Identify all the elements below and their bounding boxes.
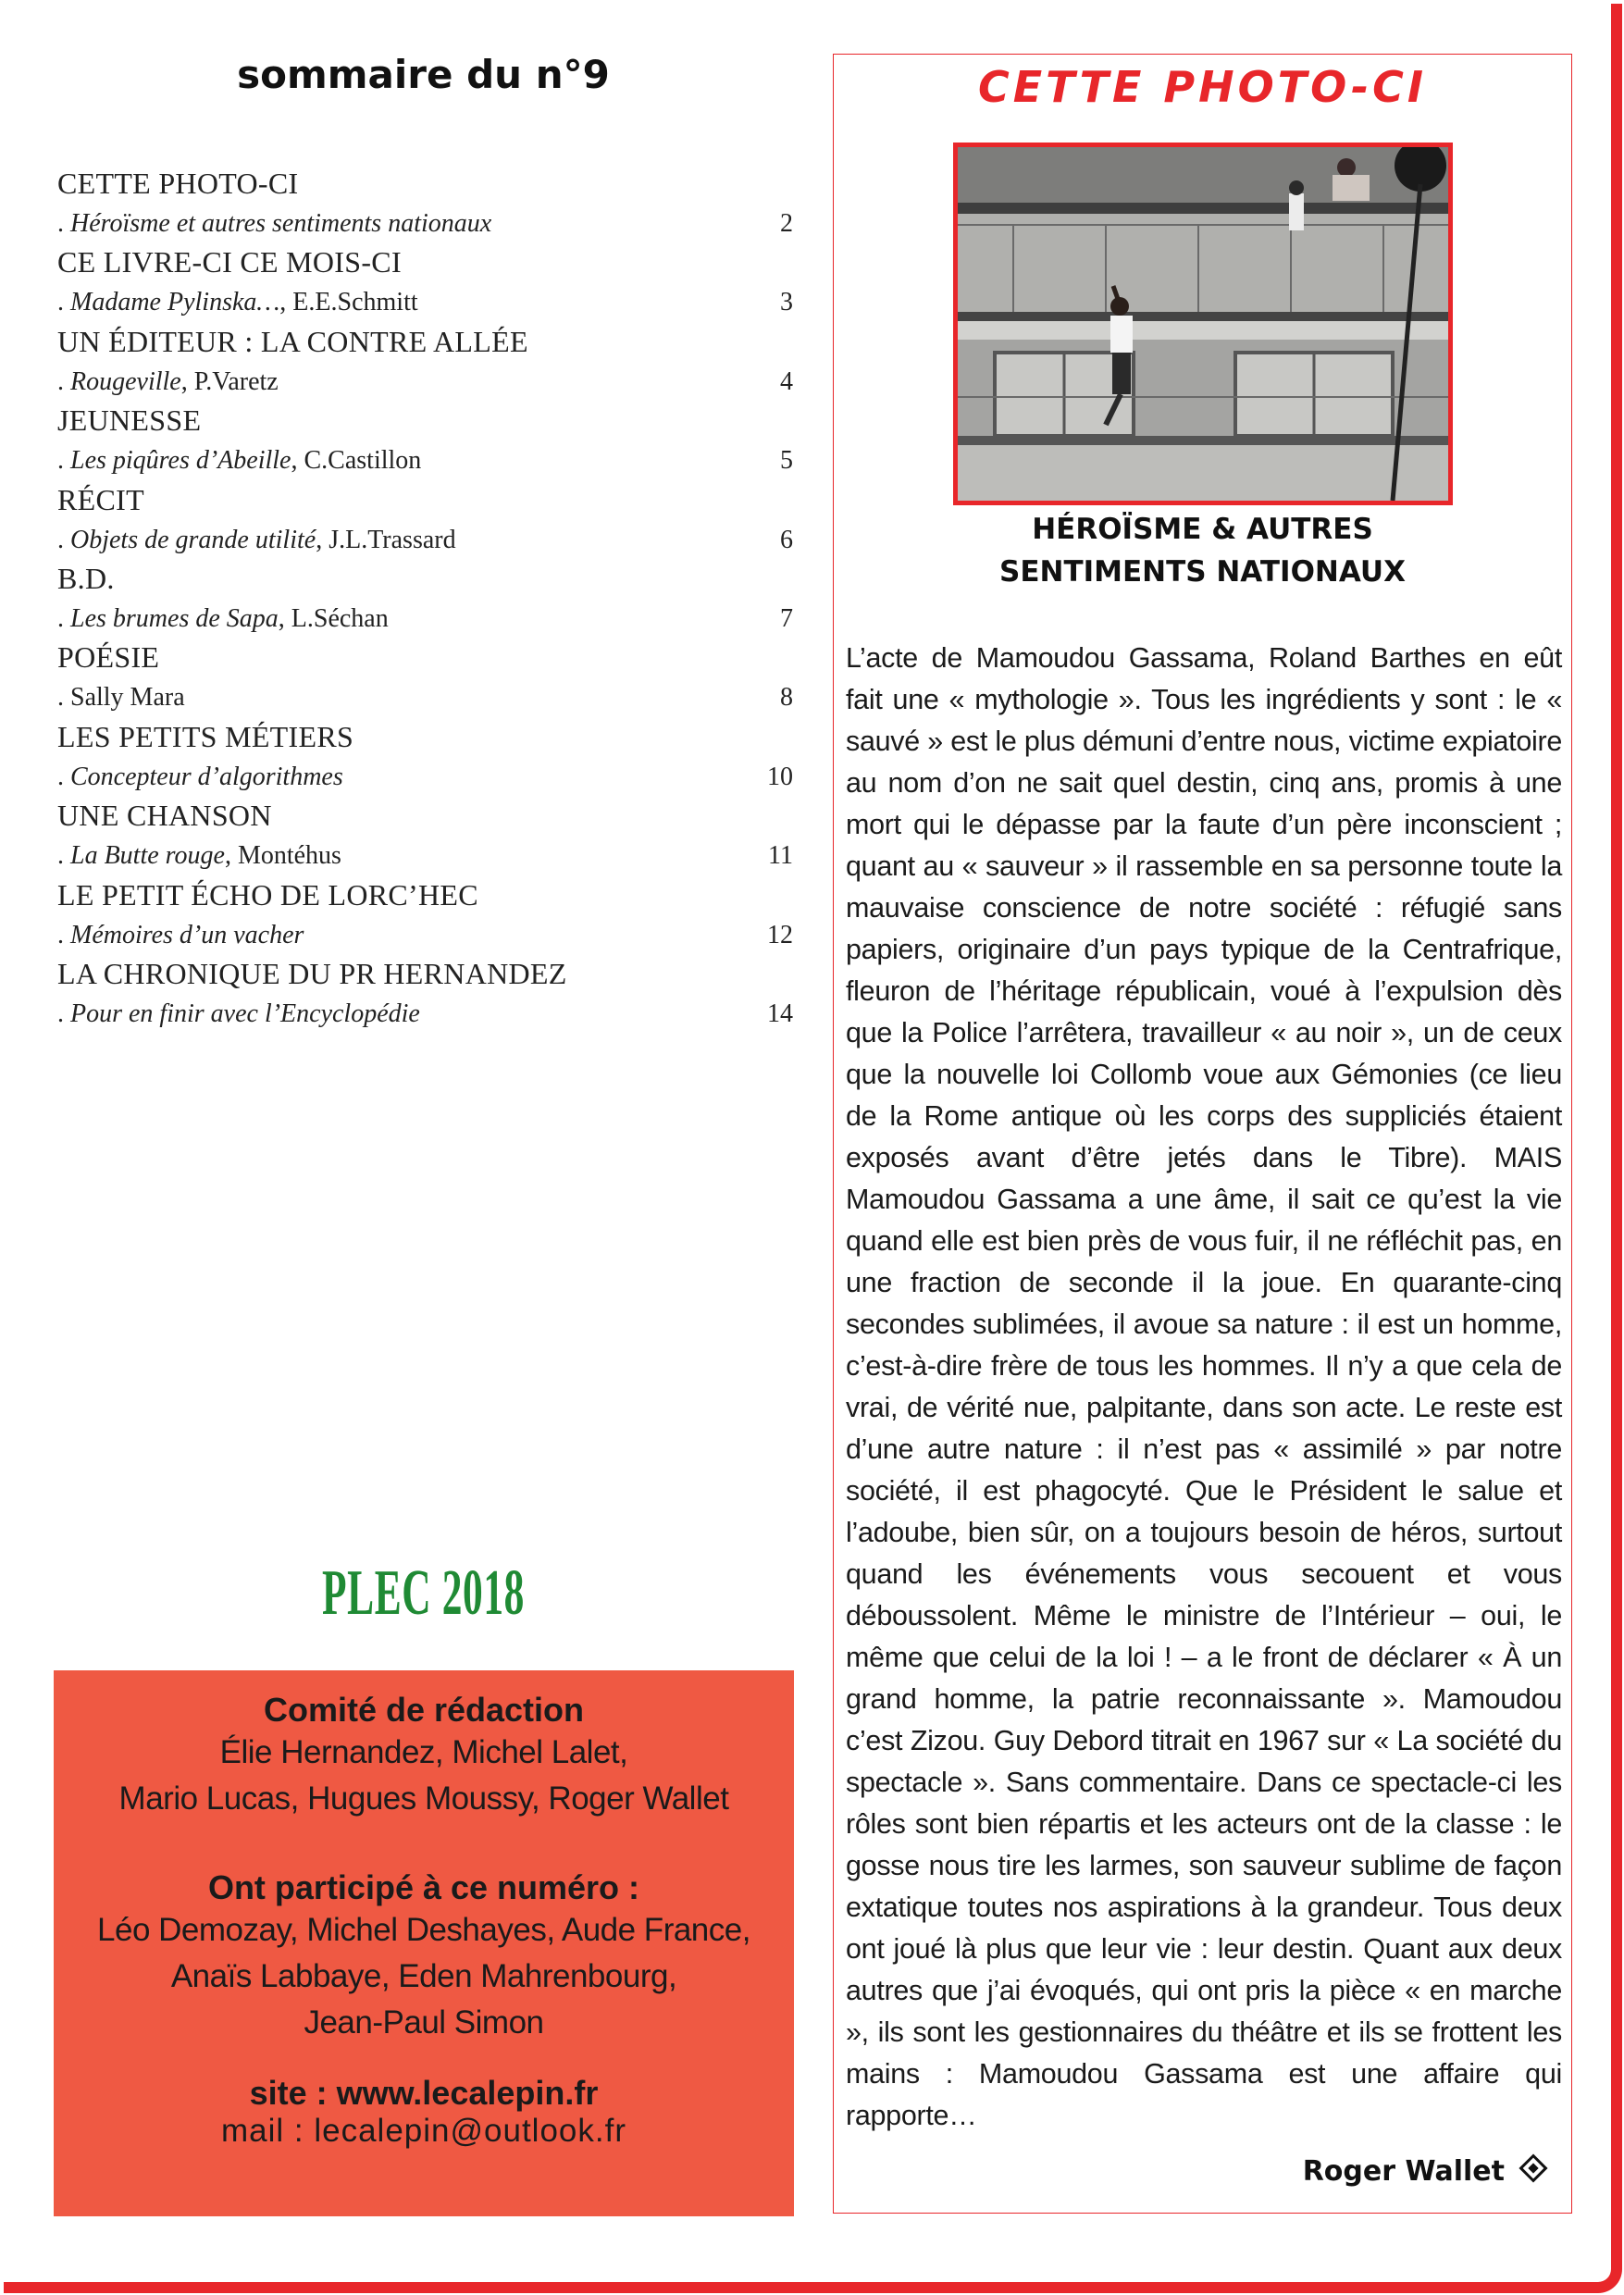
toc-page-number: 7 xyxy=(780,604,793,633)
email-link[interactable]: mail : lecalepin@outlook.fr xyxy=(221,2113,626,2149)
toc-entry-work: Rougeville xyxy=(70,367,181,396)
toc-section-title: B.D. xyxy=(57,562,115,595)
toc-entry xyxy=(57,683,793,713)
toc-page-number: 2 xyxy=(780,209,793,238)
toc-entry xyxy=(57,999,793,1029)
toc-entry xyxy=(57,288,793,317)
contributors-line: Anaïs Labbaye, Eden Mahrenbourg, xyxy=(170,1958,677,1994)
toc-section-title: LE PETIT ÉCHO DE LORC’HEC xyxy=(57,878,478,912)
toc-entry-prefix: . xyxy=(57,209,70,238)
toc-entry-prefix: . xyxy=(57,604,70,633)
toc-title: sommaire du n°9 xyxy=(237,52,610,97)
toc-entry-prefix: . xyxy=(57,999,70,1028)
toc-entry-work: Les brumes de Sapa xyxy=(70,604,279,633)
toc-entry-author: , C.Castillon xyxy=(291,446,422,475)
toc-entry-work: Les piqûres d’Abeille xyxy=(70,446,291,475)
toc-entry xyxy=(57,841,793,871)
toc-entry-author: Sally Mara xyxy=(70,683,185,712)
article-headline xyxy=(834,508,1571,593)
article-body: L’acte de Mamoudou Gassama, Roland Barthes en eût fait une « mythologie ». Tous les ingrédients y sont : le « sauvé » est le plus démuni d’entre nous, victime expiatoire au nom d’on ne sait quel destin, cinq ans, promis à une mort qui le dépasse par la faute d’un père inconscient ; quant au « sauveur » il rassemble en sa personne toute la mauvaise conscience de notre société : réfugié sans papiers, originaire d’un pays typique de la Centrafrique, fleuron de l’héritage républicain, voué à l’expulsion dès que la Police l’arrêtera, travailleur « au noir », un de ceux que la nouvelle loi Collomb voue aux Gémonies (ce lieu de la Rome antique où les corps des suppliciés étaient exposés avant d’être jetés dans le Tibre). MAIS Mamoudou Gassama a une âme, il sait ce qu’est la vie quand elle est bien près de vous fuir, il ne réfléchit pas, en une fraction de seconde il la joue. En quarante-cinq secondes sublimées, il avoue sa nature : il est un homme, c’est-à-dire frère de tous les hommes. Il n’y a que cela de vrai, de vérité nue, palpitante, dans son acte. Le reste est d’une autre nature : il n’est pas « assimilé » par notre société, il est phagocyté. Que le Président le salue et l’adoube, bien sûr, on a toujours besoin de héros, surtout quand les événements vous secouent et vous déboussolent. Même le ministre de l’Intérieur – oui, le même que celui de la loi ! – a le front de déclarer « À un grand homme, la patrie reconnaissante ». Mamoudou c’est Zizou. Guy Debord titrait en 1967 sur « La société du spectacle ». Sans commentaire. Dans ce spectacle-ci les rôles sont bien répartis et les acteurs ont de la classe : le gosse nous tire les larmes, son sauveur sublime de façon extatique toutes nos aspirations à la grandeur. Tous deux ont joué là plus que leur vie : leur destin. Quant aux deux autres que j’ai évoqués, qui ont pris la pièce « en marche », ils sont les gestionnaires du théâtre et ils se frottent les mains : Mamoudou Gassama est une affaire qui rapporte… xyxy=(846,642,1562,2131)
toc-entry-work: Héroïsme et autres sentiments nationaux xyxy=(70,209,492,238)
toc-page-number: 11 xyxy=(768,841,793,870)
website-link[interactable]: site : www.lecalepin.fr xyxy=(249,2074,599,2112)
committee-line: Élie Hernandez, Michel Lalet, xyxy=(219,1734,628,1770)
toc-entry-prefix: . xyxy=(57,288,70,316)
toc-page-number: 14 xyxy=(767,999,793,1028)
article-rubric: CETTE PHOTO-CI xyxy=(977,62,1428,112)
diamond-icon xyxy=(1519,2153,1547,2182)
toc-section-title: JEUNESSE xyxy=(57,403,202,437)
contributors-line: Jean-Paul Simon xyxy=(304,2004,544,2041)
toc-entry-author: , P.Varetz xyxy=(180,367,279,396)
contributors-line: Léo Demozay, Michel Deshayes, Aude France, xyxy=(97,1912,750,1948)
toc-entry-prefix: . xyxy=(57,526,70,554)
toc-entry-work: Madame Pylinska… xyxy=(70,288,280,316)
credits-box xyxy=(54,1670,794,2216)
toc-section-title: CETTE PHOTO-CI xyxy=(57,167,299,200)
toc-entry-work: Objets de grande utilité xyxy=(70,526,316,554)
toc-entry xyxy=(57,604,793,634)
toc-entry-work: Pour en finir avec l’Encyclopédie xyxy=(70,999,420,1028)
toc-section-title: LA CHRONIQUE DU PR HERNANDEZ xyxy=(57,957,567,990)
article-photo xyxy=(953,143,1453,505)
toc-entry-work: La Butte rouge xyxy=(70,841,225,870)
toc-entry-work: Mémoires d’un vacher xyxy=(70,921,304,949)
toc-page-number: 3 xyxy=(780,288,793,316)
committee-heading: Comité de rédaction xyxy=(263,1691,585,1729)
toc-entry-prefix: . xyxy=(57,921,70,949)
toc-section-title: CE LIVRE-CI CE MOIS-CI xyxy=(57,245,402,279)
toc-section-title: UNE CHANSON xyxy=(57,799,272,832)
headline-line-2: SENTIMENTS NATIONAUX xyxy=(999,555,1406,589)
toc-page-number: 8 xyxy=(780,683,793,712)
toc-section-title: POÉSIE xyxy=(57,640,160,674)
toc-entry xyxy=(57,921,793,950)
toc-entry-prefix: . xyxy=(57,683,70,712)
contributors-heading: Ont participé à ce numéro : xyxy=(207,1868,640,1906)
article-signature xyxy=(1303,2155,1543,2188)
toc-item[interactable] xyxy=(57,957,793,1059)
plec-logo-text: PLEC 2018 xyxy=(322,1557,525,1629)
toc-page-number: 6 xyxy=(780,526,793,554)
toc-entry-author: , J.L.Trassard xyxy=(316,526,456,554)
toc-entry xyxy=(57,446,793,476)
toc-entry-prefix: . xyxy=(57,763,70,791)
headline-line-1: HÉROÏSME & AUTRES xyxy=(1032,513,1373,546)
toc-entry xyxy=(57,209,793,239)
toc-entry xyxy=(57,526,793,555)
article-box xyxy=(833,54,1572,2214)
toc-entry-prefix: . xyxy=(57,446,70,475)
toc-section-title: LES PETITS MÉTIERS xyxy=(57,720,354,753)
toc-entry-author: , E.E.Schmitt xyxy=(279,288,418,316)
toc-section-title: UN ÉDITEUR : LA CONTRE ALLÉE xyxy=(57,325,528,358)
toc-entry-prefix: . xyxy=(57,841,70,870)
toc-section-title: RÉCIT xyxy=(57,483,144,516)
toc-entry-author: , Montéhus xyxy=(224,841,341,870)
signature-name: Roger Wallet xyxy=(1302,2155,1505,2188)
toc-page-number: 5 xyxy=(780,446,793,475)
toc-entry-prefix: . xyxy=(57,367,70,396)
toc-page-number: 12 xyxy=(767,921,793,949)
toc-entry xyxy=(57,367,793,397)
toc-page-number: 10 xyxy=(767,763,793,791)
toc-entry xyxy=(57,763,793,792)
toc-page-number: 4 xyxy=(780,367,793,396)
toc-entry-author: , L.Séchan xyxy=(278,604,389,633)
committee-line: Mario Lucas, Hugues Moussy, Roger Wallet xyxy=(118,1780,729,1817)
toc-entry-work: Concepteur d’algorithmes xyxy=(70,763,343,791)
